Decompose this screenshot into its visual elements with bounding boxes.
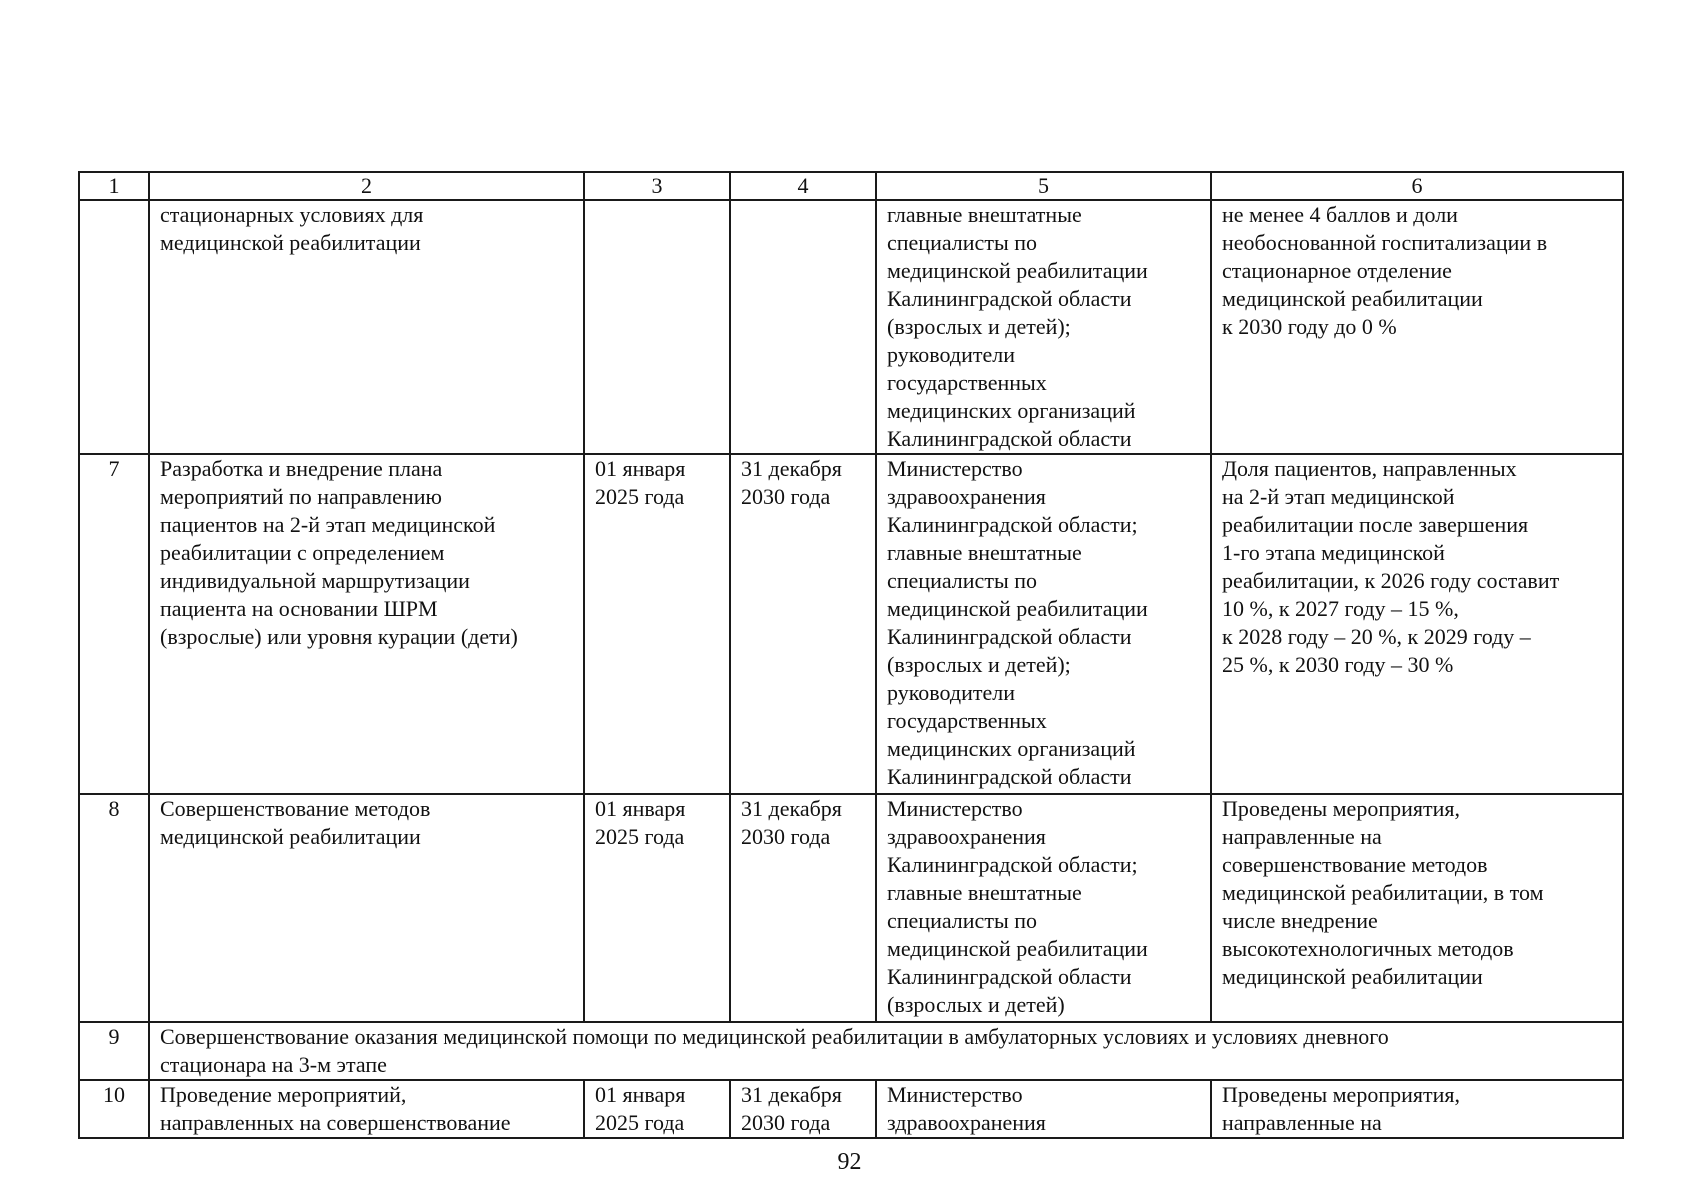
header-col-2: 2	[149, 172, 584, 200]
header-col-3: 3	[584, 172, 730, 200]
cell-end-date: 31 декабря 2030 года	[730, 794, 876, 1022]
page-number: 92	[837, 1149, 862, 1175]
cell-number: 8	[79, 794, 149, 1022]
measures-table	[78, 171, 1624, 1139]
cell-number: 7	[79, 454, 149, 794]
cell-responsible: Министерство здравоохранения Калининградской области; главные внештатные специалисты по медицинской реабилитации Калининградской области (взрослых и детей); руководители государственных медицинских организаций Калининградской области	[876, 454, 1211, 794]
cell-start-date: 01 января 2025 года	[584, 1080, 730, 1138]
cell-start-date	[584, 200, 730, 454]
cell-result: Проведены мероприятия, направленные на	[1211, 1080, 1623, 1138]
cell-end-date: 31 декабря 2030 года	[730, 454, 876, 794]
cell-result: Проведены мероприятия, направленные на совершенствование методов медицинской реабилитации, в том числе внедрение высокотехнологичных методов медицинской реабилитации	[1211, 794, 1623, 1022]
header-col-6: 6	[1211, 172, 1623, 200]
cell-number: 9	[79, 1022, 149, 1080]
cell-number: 10	[79, 1080, 149, 1138]
cell-section-title: Совершенствование оказания медицинской помощи по медицинской реабилитации в амбулаторных условиях и условиях дневного стационара на 3-м этапе	[149, 1022, 1623, 1080]
cell-end-date	[730, 200, 876, 454]
cell-start-date: 01 января 2025 года	[584, 794, 730, 1022]
table-header-row	[79, 172, 1623, 200]
table-row-8	[79, 794, 1623, 1022]
header-col-5: 5	[876, 172, 1211, 200]
cell-measure: стационарных условиях для медицинской реабилитации	[149, 200, 584, 454]
cell-responsible: Министерство здравоохранения	[876, 1080, 1211, 1138]
table-row-continuation	[79, 200, 1623, 454]
cell-number	[79, 200, 149, 454]
cell-start-date: 01 января 2025 года	[584, 454, 730, 794]
table-row-7	[79, 454, 1623, 794]
cell-responsible: главные внештатные специалисты по медицинской реабилитации Калининградской области (взрослых и детей); руководители государственных медицинских организаций Калининградской области	[876, 200, 1211, 454]
cell-responsible: Министерство здравоохранения Калининградской области; главные внештатные специалисты по медицинской реабилитации Калининградской области (взрослых и детей)	[876, 794, 1211, 1022]
cell-result: не менее 4 баллов и доли необоснованной госпитализации в стационарное отделение медицинской реабилитации к 2030 году до 0 %	[1211, 200, 1623, 454]
table-row-9-section	[79, 1022, 1623, 1080]
cell-measure: Проведение мероприятий, направленных на совершенствование	[149, 1080, 584, 1138]
cell-end-date: 31 декабря 2030 года	[730, 1080, 876, 1138]
table-row-10	[79, 1080, 1623, 1138]
cell-measure: Совершенствование методов медицинской реабилитации	[149, 794, 584, 1022]
cell-measure: Разработка и внедрение плана мероприятий по направлению пациентов на 2-й этап медицинской реабилитации с определением индивидуальной маршрутизации пациента на основании ШРМ (взрослые) или уровня курации (дети)	[149, 454, 584, 794]
header-col-4: 4	[730, 172, 876, 200]
header-col-1: 1	[79, 172, 149, 200]
cell-result: Доля пациентов, направленных на 2-й этап медицинской реабилитации после завершения 1-го этапа медицинской реабилитации, к 2026 году составит 10 %, к 2027 году – 15 %, к 2028 году – 20 %, к 2029 году – 25 %, к 2030 году – 30 %	[1211, 454, 1623, 794]
